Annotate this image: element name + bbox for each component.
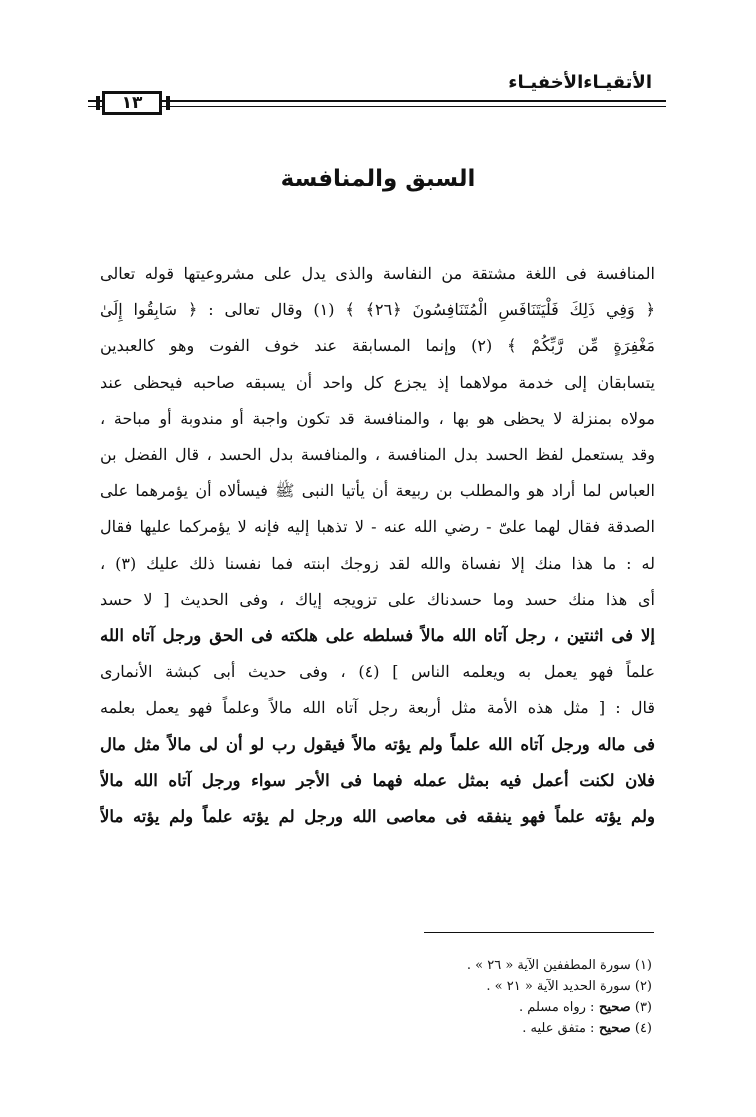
- body-line: أى هذا منك حسد وما حسدناك على تزويجه إياك ، وفى الحديث [ لا حسد: [100, 589, 655, 609]
- page-number-ornament: [96, 96, 100, 110]
- footnote-grade: صحيح: [594, 1000, 631, 1015]
- footnote-grade: صحيح: [594, 1021, 631, 1036]
- footnote-text: سورة الحديد الآية « ٢١ » .: [486, 979, 631, 994]
- footnote-number: (٣): [630, 1000, 652, 1015]
- footnote: [467, 976, 652, 997]
- body-line: علماً فهو يعمل به ويعلمه الناس ] (٤) ، وفى حديث أبى كبشة الأنمارى: [100, 662, 655, 682]
- page-number-ornament: [166, 96, 170, 110]
- footnote-number: (٤): [630, 1021, 652, 1036]
- body-line: قال : [ مثل هذه الأمة مثل أربعة رجل آتاه الله مالاً وعلماً فهو يعمل بعلمه: [100, 698, 655, 718]
- body-line: له : ما هذا منك إلا نفساة والله لقد زوجك ابنته فما نفسنا ذلك عليك (٣) ،: [100, 553, 655, 573]
- body-line: ﴿ وَفِي ذَلِكَ فَلْيَتَنَافَسِ الْمُتَنَافِسُونَ ﴿٢٦﴾ ﴾ (١) وقال تعالى : ﴿ سَابِقُوا إِلَىٰ: [100, 300, 655, 320]
- header-rule-thin: [88, 106, 666, 107]
- footnote-text: : متفق عليه .: [522, 1021, 595, 1036]
- running-head: الأتقيـاءالأخفيـاء: [508, 72, 652, 93]
- footnote-text: : رواه مسلم .: [519, 1000, 595, 1015]
- body-line: وقد يستعمل لفظ الحسد بدل المنافسة ، والمنافسة بدل الحسد ، قال الفضل بن: [100, 445, 655, 464]
- chapter-title: السبق والمنافسة: [280, 166, 476, 192]
- body-line: ولم يؤته علماً فهو ينفقه فى معاصى الله ورجل لم يؤته علماً ولم يؤته مالاً: [100, 807, 655, 826]
- body-line: مَغْفِرَةٍ مِّن رَّبِّكُمْ ﴾ (٢) وإنما المسابقة عند خوف الفوت وهو كالعبدين: [100, 336, 655, 356]
- body-line: يتسابقان إلى خدمة مولاهما إذ يجزع كل واحد أن يسبقه صاحبه فيحظى عند: [100, 372, 655, 392]
- header-rule: [88, 100, 666, 102]
- footnote: [467, 955, 652, 976]
- body-line: مولاه بمنزلة لا يحظى هو بها ، والمنافسة قد تكون واجبة أو مندوبة أو مباحة ،: [100, 408, 655, 428]
- body-line: المنافسة فى اللغة مشتقة من النفاسة والذى يدل على مشروعيتها قوله تعالى: [100, 264, 655, 283]
- footnote-number: (١): [630, 958, 652, 973]
- body-line: الصدقة فقال لهما علىّ - رضي الله عنه - لا تذهبا إليه فإنه لا يؤمركما عليها فقال: [100, 517, 655, 537]
- footnote: [467, 1018, 652, 1039]
- footnote-text: سورة المطففين الآية « ٢٦ » .: [466, 958, 631, 973]
- body-line: إلا فى اثنتين ، رجل آتاه الله مالاً فسلطه على هلكته فى الحق ورجل آتاه الله: [100, 626, 655, 645]
- body-line: العباس لما أراد هو والمطلب بن ربيعة أن يأتيا النبى ﷺ فيسألاه أن يؤمرهما على: [100, 481, 655, 501]
- body-line: فى ماله ورجل آتاه الله علماً ولم يؤته مالاً فيقول رب لو أن لى مالاً مثل مال: [100, 734, 655, 754]
- footnote-rule: [424, 932, 654, 933]
- page-number: [102, 91, 162, 115]
- footnotes: [467, 955, 652, 1039]
- footnote-number: (٢): [630, 979, 652, 994]
- body-line: فلان لكنت أعمل فيه بمثل عمله فهما فى الأجر سواء ورجل آتاه الله مالاً: [100, 770, 655, 790]
- page-number-text: ١٣: [121, 93, 143, 113]
- footnote: [467, 997, 652, 1018]
